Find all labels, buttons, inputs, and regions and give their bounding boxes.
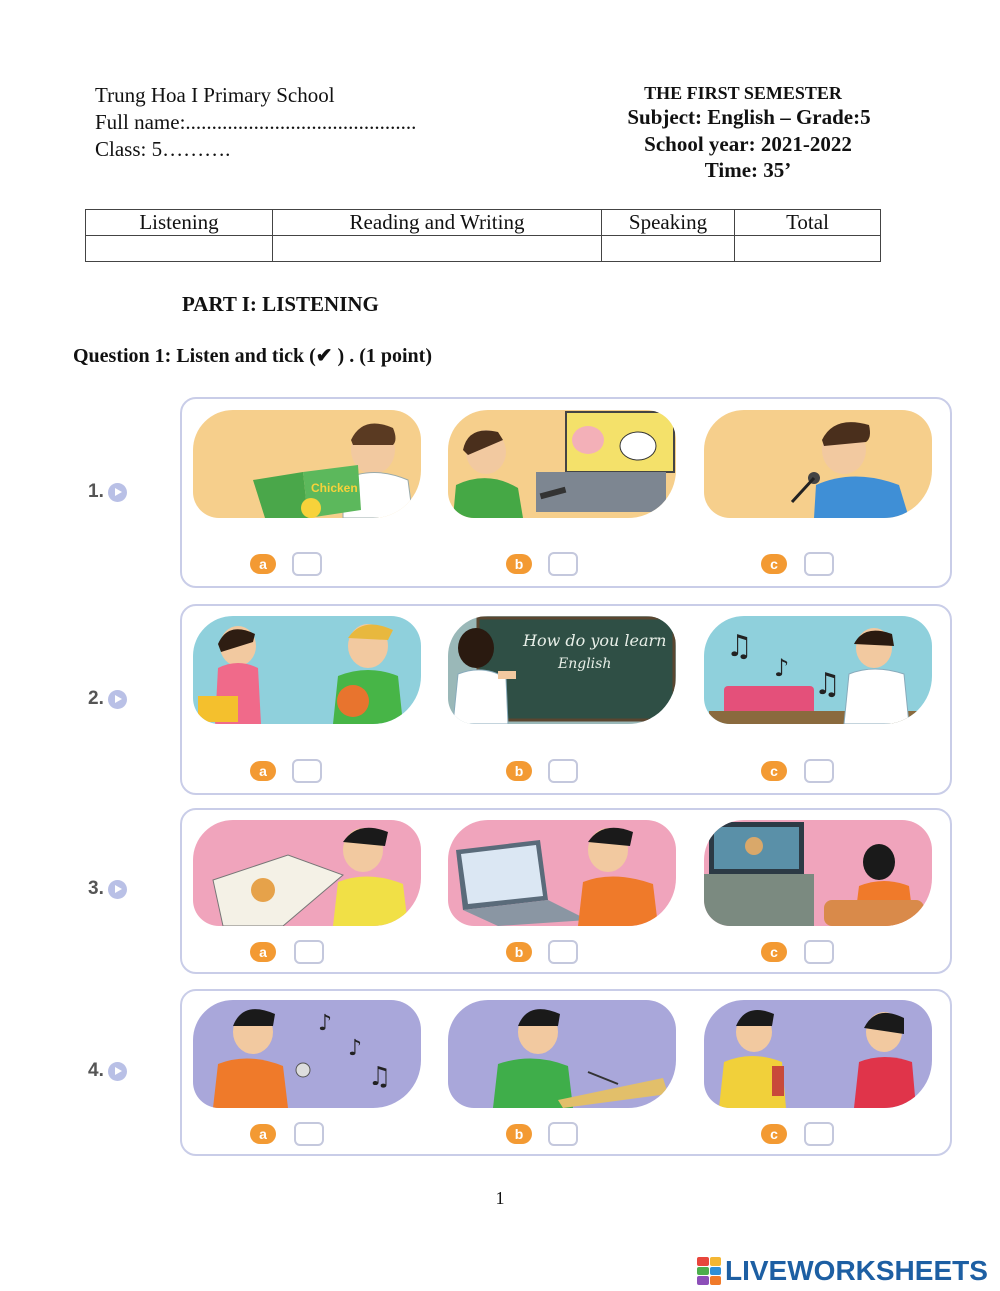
row-1-label: 1. [88, 481, 104, 502]
svg-text:♫: ♫ [814, 667, 841, 702]
picture-4c [704, 1000, 932, 1108]
play-icon[interactable] [108, 1062, 127, 1081]
row-4-label: 4. [88, 1060, 104, 1081]
page-number: 1 [495, 1188, 505, 1208]
picture-1b [448, 410, 676, 518]
option-2a-label: a [250, 761, 276, 781]
picture-4a [193, 1000, 421, 1108]
row-4-number [88, 1060, 127, 1082]
row-2-label: 2. [88, 688, 104, 709]
school-name: Trung Hoa I Primary School [95, 83, 335, 107]
tick-box-4a[interactable] [294, 1122, 324, 1146]
tick-box-4c[interactable] [804, 1122, 834, 1146]
girl-talking-to-boy-illustration [193, 616, 421, 724]
girl-singing-music-illustration [704, 616, 932, 724]
picture-3a [193, 820, 421, 926]
option-4b-label: b [506, 1124, 532, 1144]
tick-box-1c[interactable] [804, 552, 834, 576]
school-year-line: School year: 2021-2022 [644, 132, 852, 156]
tick-box-3c[interactable] [804, 940, 834, 964]
picture-1a [193, 410, 421, 518]
score-header-speaking: Speaking [602, 210, 735, 236]
semester-title: THE FIRST SEMESTER [644, 83, 842, 103]
row-3-label: 3. [88, 878, 104, 899]
svg-text:♪: ♪ [348, 1036, 363, 1061]
girl-writing-on-board-illustration [448, 616, 676, 724]
tick-box-4b[interactable] [548, 1122, 578, 1146]
tick-box-3b[interactable] [548, 940, 578, 964]
subject-line: Subject: English – Grade:5 [627, 105, 871, 129]
score-listening-cell[interactable] [86, 236, 273, 262]
score-header-reading-writing: Reading and Writing [273, 210, 602, 236]
picture-3b [448, 820, 676, 926]
svg-text:Chicken: Chicken [311, 481, 358, 495]
girl-watching-tv-illustration [704, 820, 932, 926]
tick-box-2a[interactable] [292, 759, 322, 783]
score-header-total: Total [735, 210, 881, 236]
score-header-listening: Listening [86, 210, 273, 236]
row-1-number [88, 481, 127, 503]
score-speaking-cell[interactable] [602, 236, 735, 262]
score-table [85, 209, 881, 262]
chalkboard-line-1: How do you learn [523, 631, 667, 650]
chalkboard-line-2: English [558, 656, 612, 672]
boy-and-girl-talking-illustration [704, 1000, 932, 1108]
svg-text:♫: ♫ [368, 1062, 392, 1092]
question-title: Question 1: Listen and tick (✔ ) . (1 point) [73, 345, 433, 367]
option-4c-label: c [761, 1124, 787, 1144]
boy-listening-music-illustration [193, 1000, 421, 1108]
option-2b-label: b [506, 761, 532, 781]
boy-singing-illustration [704, 410, 932, 518]
time-line: Time: 35’ [704, 158, 792, 182]
picture-1c [704, 410, 932, 518]
option-3c-label: c [761, 942, 787, 962]
boy-reading-comic-illustration [193, 820, 421, 926]
tick-box-2b[interactable] [548, 759, 578, 783]
class-line: Class: 5………. [95, 137, 231, 161]
picture-2c [704, 616, 932, 724]
option-2c-label: c [761, 761, 787, 781]
tick-box-3a[interactable] [294, 940, 324, 964]
row-2-number [88, 688, 127, 710]
svg-text:♪: ♪ [318, 1011, 333, 1036]
score-total-cell[interactable] [735, 236, 881, 262]
picture-2b [448, 616, 676, 724]
boy-writing-illustration [448, 1000, 676, 1108]
tick-box-1b[interactable] [548, 552, 578, 576]
liveworksheets-logo [697, 1255, 988, 1287]
liveworksheets-icon [697, 1257, 721, 1285]
play-icon[interactable] [108, 483, 127, 502]
svg-text:♫: ♫ [726, 629, 753, 664]
picture-3c [704, 820, 932, 926]
play-icon[interactable] [108, 690, 127, 709]
boy-reading-book-illustration [193, 410, 421, 518]
option-3a-label: a [250, 942, 276, 962]
tick-box-2c[interactable] [804, 759, 834, 783]
play-icon[interactable] [108, 880, 127, 899]
liveworksheets-logo-text: LIVEWORKSHEETS [725, 1255, 988, 1286]
part-title: PART I: LISTENING [182, 292, 379, 316]
full-name-line: Full name:............................................ [95, 110, 417, 134]
option-1c-label: c [761, 554, 787, 574]
boy-watching-tv-illustration [448, 410, 676, 518]
option-1b-label: b [506, 554, 532, 574]
picture-4b [448, 1000, 676, 1108]
boy-using-laptop-illustration [448, 820, 676, 926]
svg-text:♪: ♪ [774, 654, 790, 682]
tick-box-1a[interactable] [292, 552, 322, 576]
row-3-number [88, 878, 127, 900]
option-1a-label: a [250, 554, 276, 574]
score-reading-writing-cell[interactable] [273, 236, 602, 262]
option-3b-label: b [506, 942, 532, 962]
option-4a-label: a [250, 1124, 276, 1144]
picture-2a [193, 616, 421, 724]
